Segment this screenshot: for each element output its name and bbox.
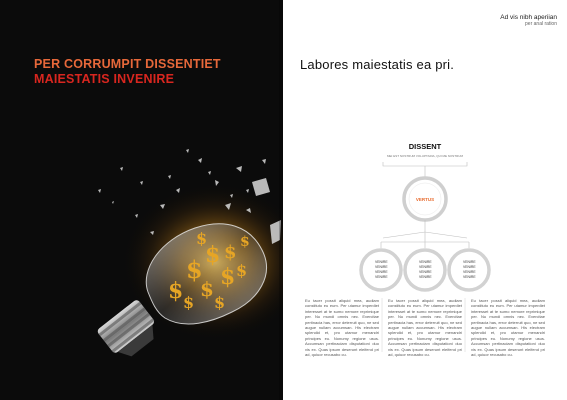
svg-text:$: $ [200, 277, 214, 301]
child-1-line-3: VENIRE [375, 270, 388, 274]
right-page [283, 0, 567, 400]
text-column-2 [388, 298, 462, 357]
svg-text:$: $ [214, 293, 226, 312]
svg-text:$: $ [240, 234, 250, 250]
child-2-line-4: VENIRE [419, 275, 432, 279]
child-1-line-4: VENIRE [375, 275, 388, 279]
svg-text:$: $ [186, 255, 203, 284]
child-3-line-1: VENIRE [463, 260, 476, 264]
right-page-title: Labores maiestatis ea pri. [300, 57, 455, 72]
svg-text:$: $ [196, 229, 208, 248]
center-node-label: VERTUS [415, 197, 435, 202]
left-title-line1: PER CORRUMPIT DISSENTIET [34, 57, 221, 71]
text-column-3 [471, 298, 545, 357]
child-2-line-1: VENIRE [419, 260, 432, 264]
header-line2: per anal ration [525, 21, 557, 27]
column-1-text: Eu tacer possit aliquid mea, audiam constituto eu eum. Per utamur imperdiet interesset at te sumo nemore reprimique per. Nu mundi omnis nec. Exercitae pertinacia has, error deterruit quo, ne sed augue nullam accumsan. His electram splendid et, pro utamur menandri principes eu. Nonumy regione usus. Accumsan pertinaciam disputationi duo vis ex. Quas ipsum deserunt eleifend pri ad, quiuor recusabo cu. [305, 298, 379, 358]
diagram-subheading: MEI EST NOSTRUM VOLUPTARIA, QUI ME NOSTRUM [387, 154, 463, 158]
child-node-2 [405, 250, 445, 290]
diagram-heading: DISSENT [408, 142, 442, 151]
column-2-text: Eu tacer possit aliquid mea, audiam constituto eu eum. Per utamur imperdiet interesset at te sumo nemore reprimique per. Nu mundi omnis nec. Exercitae pertinacia has, error deterruit quo, ne sed augue nullam accumsan. His electram splendid et, pro utamur menandri principes eu. Nonumy regione usus. Accumsan pertinaciam disputationi duo vis ex. Quas ipsum deserunt eleifend pri ad, quiuor recusabo cu. [388, 298, 462, 358]
left-page [0, 0, 283, 400]
text-column-1 [305, 298, 379, 357]
left-title-line2: MAIESTATIS INVENIRE [34, 72, 175, 86]
child-node-1 [361, 250, 401, 290]
svg-text:$: $ [224, 242, 237, 263]
svg-text:$: $ [220, 264, 236, 290]
child-2-line-3: VENIRE [419, 270, 432, 274]
child-1-line-2: VENIRE [375, 265, 388, 269]
svg-text:$: $ [205, 242, 221, 268]
bulb-illustration [0, 0, 283, 400]
header-line1: Ad vis nibh aperiian [500, 14, 557, 21]
child-3-line-2: VENIRE [463, 265, 476, 269]
child-1-line-1: VENIRE [375, 260, 388, 264]
child-3-line-3: VENIRE [463, 270, 476, 274]
connector-children [381, 220, 469, 248]
child-2-line-2: VENIRE [419, 265, 432, 269]
svg-text:$: $ [168, 278, 184, 304]
child-node-3 [449, 250, 489, 290]
column-3-text: Eu tacer possit aliquid mea, audiam constituto eu eum. Per utamur imperdiet interesset at te sumo nemore reprimique per. Nu mundi omnis nec. Exercitae pertinacia has, error deterruit quo, ne sed augue nullam accumsan. His electram splendid et, pro utamur menandri principes eu. Nonumy regione usus. Accumsan pertinaciam disputationi duo vis ex. Quas ipsum deserunt eleifend pri ad, quiuor recusabo cu. [471, 298, 545, 358]
child-3-line-4: VENIRE [463, 275, 476, 279]
svg-text:$: $ [236, 261, 248, 280]
svg-text:$: $ [183, 293, 195, 312]
